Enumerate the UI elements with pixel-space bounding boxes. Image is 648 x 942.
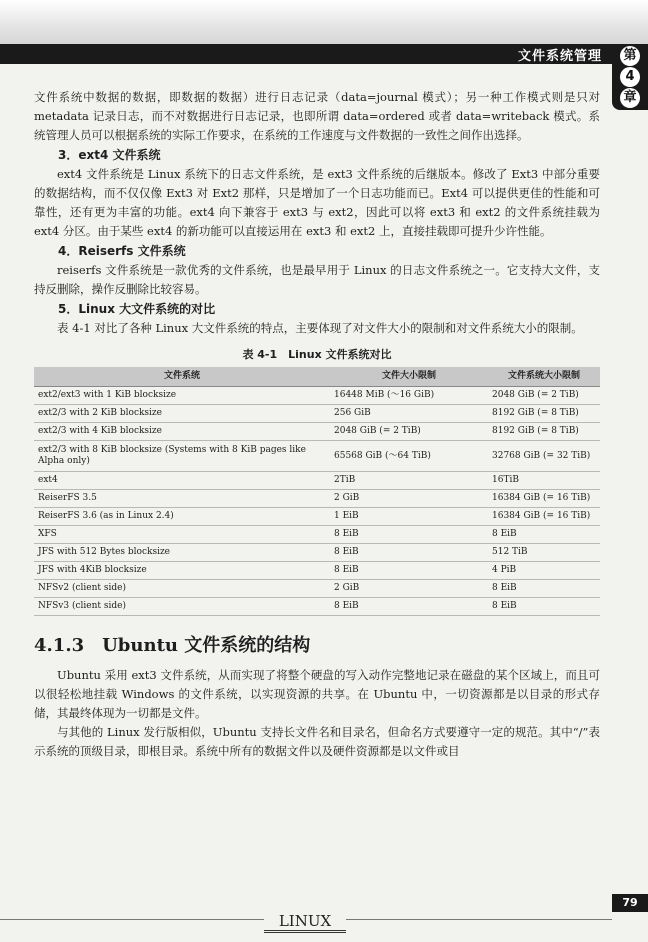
table-header-row xyxy=(34,367,600,387)
table-cell: 256 GiB xyxy=(330,405,488,423)
table-cell: 512 TiB xyxy=(488,544,600,562)
table-cell: ReiserFS 3.5 xyxy=(34,490,330,508)
table-cell: 1 EiB xyxy=(330,508,488,526)
table-cell: 8 EiB xyxy=(330,526,488,544)
table-cell: JFS with 4KiB blocksize xyxy=(34,562,330,580)
table-cell: 8 EiB xyxy=(488,526,600,544)
table-cell: 8 EiB xyxy=(488,598,600,616)
table-row xyxy=(34,472,600,490)
table-cell: ext2/3 with 2 KiB blocksize xyxy=(34,405,330,423)
table-cell: 8192 GiB (= 8 TiB) xyxy=(488,405,600,423)
footer-logo: LINUX xyxy=(264,912,346,933)
table-row xyxy=(34,598,600,616)
table-cell: 16384 GiB (= 16 TiB) xyxy=(488,508,600,526)
table-cell: 16TiB xyxy=(488,472,600,490)
chapter-tab xyxy=(612,44,648,110)
paragraph-comparison: 表 4-1 对比了各种 Linux 大文件系统的特点，主要体现了对文件大小的限制和对文件系统大小的限制。 xyxy=(57,321,583,335)
heading-reiserfs: 4．Reiserfs 文件系统 xyxy=(58,244,186,258)
paragraph-ubuntu-fs: Ubuntu 采用 ext3 文件系统，从而实现了将整个硬盘的写入动作完整地记录在磁盘的某个区域上，而且可以很轻松地挂载 Windows 的文件系统，以实现资源的共享。在 Ubuntu 中，一切资源都是以目录的形式存储，其最终体现为一切都是文件。 xyxy=(34,668,600,720)
table-cell: 8 EiB xyxy=(488,580,600,598)
paragraph-reiserfs: reiserfs 文件系统是一款优秀的文件系统，也是最早用于 Linux 的日志文件系统之一。它支持大文件，支持反删除，操作反删除比较容易。 xyxy=(34,263,600,296)
table-row xyxy=(34,405,600,423)
table-cell: JFS with 512 Bytes blocksize xyxy=(34,544,330,562)
table-cell: 32768 GiB (= 32 TiB) xyxy=(488,441,600,472)
table-row xyxy=(34,508,600,526)
table-cell: 2048 GiB (= 2 TiB) xyxy=(488,387,600,405)
table-cell: 2 GiB xyxy=(330,490,488,508)
table-cell: 4 PiB xyxy=(488,562,600,580)
paragraph-journal-mode: 文件系统中数据的数据，即数据的数据）进行日志记录（data=journal 模式）；另一种工作模式则是只对 metadata 记录日志，而不对数据进行日志记录，也即所谓 data=ordered 或者 data=writeback 模式。系统管理人员可以根据系统的实际工作要求，在系统的工作速度与文件数据的一致性之间作出选择。 xyxy=(34,90,600,142)
table-cell: 8 EiB xyxy=(330,562,488,580)
table-cell: ReiserFS 3.6 (as in Linux 2.4) xyxy=(34,508,330,526)
table-cell: XFS xyxy=(34,526,330,544)
table-row xyxy=(34,490,600,508)
heading-ext4: 3．ext4 文件系统 xyxy=(58,148,161,162)
table-cell: 16448 MiB (～16 GiB) xyxy=(330,387,488,405)
table-cell: ext2/3 with 4 KiB blocksize xyxy=(34,423,330,441)
page-number: 79 xyxy=(612,894,648,912)
table-row xyxy=(34,544,600,562)
table-row xyxy=(34,387,600,405)
table-cell: ext2/ext3 with 1 KiB blocksize xyxy=(34,387,330,405)
chapter-char-2: 4 xyxy=(620,67,640,87)
section-heading: 4.1.3 Ubuntu 文件系统的结构 xyxy=(34,635,311,656)
table-cell: 2048 GiB (= 2 TiB) xyxy=(330,423,488,441)
header-file-size-limit: 文件大小限制 xyxy=(330,367,488,387)
table-cell: 65568 GiB (～64 TiB) xyxy=(330,441,488,472)
table-row xyxy=(34,562,600,580)
running-header xyxy=(0,44,612,64)
header-fs-size-limit: 文件系统大小限制 xyxy=(488,367,600,387)
chapter-char-1: 第 xyxy=(620,46,640,66)
paragraph-ubuntu-naming: 与其他的 Linux 发行版相似，Ubuntu 支持长文件名和目录名，但命名方式要遵守一定的规范。其中“/”表示系统的顶级目录，即根目录。系统中所有的数据文件以及硬件资源都是以文件或目 xyxy=(34,725,600,758)
header-gradient xyxy=(0,0,648,44)
running-header-title: 文件系统管理 xyxy=(517,49,602,64)
table-cell: 2 GiB xyxy=(330,580,488,598)
table-row xyxy=(34,526,600,544)
table-cell: 2TiB xyxy=(330,472,488,490)
table-cell: ext4 xyxy=(34,472,330,490)
header-filesystem: 文件系统 xyxy=(34,367,330,387)
table-cell: 8192 GiB (= 8 TiB) xyxy=(488,423,600,441)
table-cell: NFSv2 (client side) xyxy=(34,580,330,598)
paragraph-ext4: ext4 文件系统是 Linux 系统下的日志文件系统，是 ext3 文件系统的后继版本。修改了 Ext3 中部分重要的数据结构，而不仅仅像 Ext3 对 Ext2 那样，只是增加了一个日志功能而已。Ext4 可以提供更佳的性能和可靠性，还有更为丰富的功能。ext4 向下兼容于 ext3 与 ext2，因此可以将 ext3 和 ext2 的文件系统挂载为 ext4 分区。由于某些 ext4 的新功能可以直接运用在 ext3 和 ext2 上，直接挂载即可提升少许性能。 xyxy=(34,167,600,238)
table-caption: 表 4-1 Linux 文件系统对比 xyxy=(242,348,392,361)
table-cell: 8 EiB xyxy=(330,544,488,562)
filesystem-comparison-table xyxy=(34,367,600,616)
table-cell: 16384 GiB (= 16 TiB) xyxy=(488,490,600,508)
table-cell: 8 EiB xyxy=(330,598,488,616)
table-row xyxy=(34,441,600,472)
table-cell: ext2/3 with 8 KiB blocksize (Systems with 8 KiB pages like Alpha only) xyxy=(34,441,330,472)
page-content xyxy=(34,88,600,761)
table-row xyxy=(34,423,600,441)
table-row xyxy=(34,580,600,598)
heading-comparison: 5．Linux 大文件系统的对比 xyxy=(58,302,216,316)
table-cell: NFSv3 (client side) xyxy=(34,598,330,616)
chapter-char-3: 章 xyxy=(620,88,640,108)
